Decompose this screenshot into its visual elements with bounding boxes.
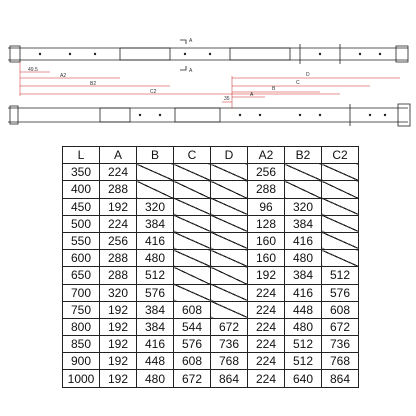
table-header-row: [63, 147, 359, 164]
table-cell: 450: [63, 198, 100, 215]
empty-cell: [174, 284, 211, 301]
table-row: [63, 353, 359, 370]
dim-d: D: [306, 72, 310, 78]
table-row: [63, 232, 359, 249]
empty-cell: [137, 181, 174, 198]
table-cell: 192: [100, 301, 137, 318]
bottom-rail-holes: [139, 114, 386, 116]
table-cell: 416: [137, 232, 174, 249]
table-cell: 640: [285, 370, 322, 387]
column-header: L: [63, 147, 100, 164]
slide-drawing: [0, 0, 416, 140]
column-header: C: [174, 147, 211, 164]
top-rail-holes: [39, 53, 381, 55]
table-cell: 864: [211, 370, 248, 387]
bottom-rail: [8, 104, 410, 126]
table-cell: 448: [285, 301, 322, 318]
table-cell: 416: [285, 232, 322, 249]
bottom-cage-2: [175, 108, 220, 122]
table-cell: 800: [63, 318, 100, 335]
table-cell: 400: [63, 181, 100, 198]
table-cell: 192: [100, 353, 137, 370]
table-cell: 416: [137, 336, 174, 353]
bottom-cage: [100, 108, 130, 122]
dim-49-5: 49.5: [28, 67, 38, 73]
table-cell: 576: [174, 336, 211, 353]
table-cell: 900: [63, 353, 100, 370]
table-cell: 768: [322, 353, 359, 370]
empty-cell: [174, 250, 211, 267]
bottom-rail-end-right: [398, 104, 410, 126]
table-cell: 768: [211, 353, 248, 370]
table-cell: 608: [174, 353, 211, 370]
table-cell: 320: [100, 284, 137, 301]
table-cell: 160: [248, 232, 285, 249]
table-cell: 672: [174, 370, 211, 387]
table-cell: 288: [248, 181, 285, 198]
table-cell: 480: [137, 370, 174, 387]
table-cell: 224: [248, 301, 285, 318]
empty-cell: [174, 181, 211, 198]
column-header: D: [211, 147, 248, 164]
table-cell: 544: [174, 318, 211, 335]
empty-cell: [322, 215, 359, 232]
table-cell: 224: [248, 318, 285, 335]
table-row: [63, 164, 359, 181]
ball-cage: [120, 48, 170, 60]
table-cell: 736: [322, 336, 359, 353]
table-cell: 384: [285, 215, 322, 232]
table-row: [63, 198, 359, 215]
table-cell: 600: [63, 250, 100, 267]
table-cell: 576: [137, 284, 174, 301]
bottom-dimensions: [222, 76, 400, 108]
table-cell: 192: [100, 318, 137, 335]
column-header: B: [137, 147, 174, 164]
table-row: [63, 181, 359, 198]
table-row: [63, 301, 359, 318]
top-dimensions: [20, 62, 340, 96]
section-label-lower: A: [189, 68, 193, 74]
table-row: [63, 336, 359, 353]
empty-cell: [322, 198, 359, 215]
table-cell: 650: [63, 267, 100, 284]
bottom-rail-end-left: [10, 106, 18, 124]
table-cell: 480: [285, 250, 322, 267]
table-row: [63, 215, 359, 232]
table-cell: 192: [248, 267, 285, 284]
column-header: C2: [322, 147, 359, 164]
table-cell: 350: [63, 164, 100, 181]
empty-cell: [211, 181, 248, 198]
table-cell: 576: [322, 284, 359, 301]
table-cell: 224: [100, 215, 137, 232]
table-cell: 608: [322, 301, 359, 318]
empty-cell: [211, 284, 248, 301]
empty-cell: [174, 164, 211, 181]
empty-cell: [285, 164, 322, 181]
table-cell: 512: [137, 267, 174, 284]
empty-cell: [322, 232, 359, 249]
table-cell: 160: [248, 250, 285, 267]
empty-cell: [211, 232, 248, 249]
empty-cell: [211, 164, 248, 181]
table-cell: 224: [100, 164, 137, 181]
dim-35: 35: [224, 96, 230, 102]
column-header: B2: [285, 147, 322, 164]
table-row: [63, 370, 359, 387]
empty-cell: [211, 301, 248, 318]
table-cell: 320: [285, 198, 322, 215]
table-cell: 288: [100, 181, 137, 198]
table-cell: 192: [100, 198, 137, 215]
dim-b2: B2: [90, 81, 97, 87]
table-cell: 256: [248, 164, 285, 181]
empty-cell: [174, 198, 211, 215]
ball-cage-2: [230, 48, 290, 60]
empty-cell: [322, 250, 359, 267]
empty-cell: [322, 181, 359, 198]
empty-cell: [174, 232, 211, 249]
table-cell: 224: [248, 370, 285, 387]
table-cell: 480: [285, 318, 322, 335]
table-cell: 320: [137, 198, 174, 215]
table-cell: 288: [100, 250, 137, 267]
empty-cell: [211, 215, 248, 232]
table-cell: 1000: [63, 370, 100, 387]
empty-cell: [211, 198, 248, 215]
table-cell: 96: [248, 198, 285, 215]
table-cell: 500: [63, 215, 100, 232]
table-cell: 550: [63, 232, 100, 249]
empty-cell: [211, 250, 248, 267]
table-cell: 288: [100, 267, 137, 284]
table-cell: 512: [285, 336, 322, 353]
table-cell: 416: [285, 284, 322, 301]
table-cell: 384: [285, 267, 322, 284]
table-cell: 224: [248, 353, 285, 370]
table-cell: 512: [322, 267, 359, 284]
table-cell: 608: [174, 301, 211, 318]
empty-cell: [137, 164, 174, 181]
table-cell: 750: [63, 301, 100, 318]
table-row: [63, 318, 359, 335]
empty-cell: [174, 215, 211, 232]
column-header: A2: [248, 147, 285, 164]
dimension-table: [62, 146, 359, 388]
table-cell: 850: [63, 336, 100, 353]
table-cell: 192: [100, 370, 137, 387]
table-cell: 736: [211, 336, 248, 353]
table-cell: 672: [211, 318, 248, 335]
table-cell: 384: [137, 215, 174, 232]
dim-b: B: [272, 86, 276, 92]
table-cell: 672: [322, 318, 359, 335]
empty-cell: [211, 267, 248, 284]
table-cell: 700: [63, 284, 100, 301]
empty-cell: [174, 267, 211, 284]
table-cell: 512: [285, 353, 322, 370]
table-cell: 480: [137, 250, 174, 267]
table-row: [63, 250, 359, 267]
table-cell: 192: [100, 336, 137, 353]
table-row: [63, 284, 359, 301]
empty-cell: [285, 181, 322, 198]
table-cell: 224: [248, 284, 285, 301]
dim-a2: A2: [60, 73, 67, 79]
top-rail: [8, 44, 408, 64]
table-row: [63, 267, 359, 284]
table-cell: 128: [248, 215, 285, 232]
dim-c2: C2: [150, 89, 157, 95]
column-header: A: [100, 147, 137, 164]
dim-c: C: [296, 80, 300, 86]
dim-a: A: [250, 92, 254, 98]
empty-cell: [322, 164, 359, 181]
table-cell: 224: [248, 336, 285, 353]
table-cell: 384: [137, 318, 174, 335]
table-cell: 864: [322, 370, 359, 387]
table-cell: 384: [137, 301, 174, 318]
table-cell: 256: [100, 232, 137, 249]
section-label: A: [189, 38, 193, 44]
table-cell: 448: [137, 353, 174, 370]
